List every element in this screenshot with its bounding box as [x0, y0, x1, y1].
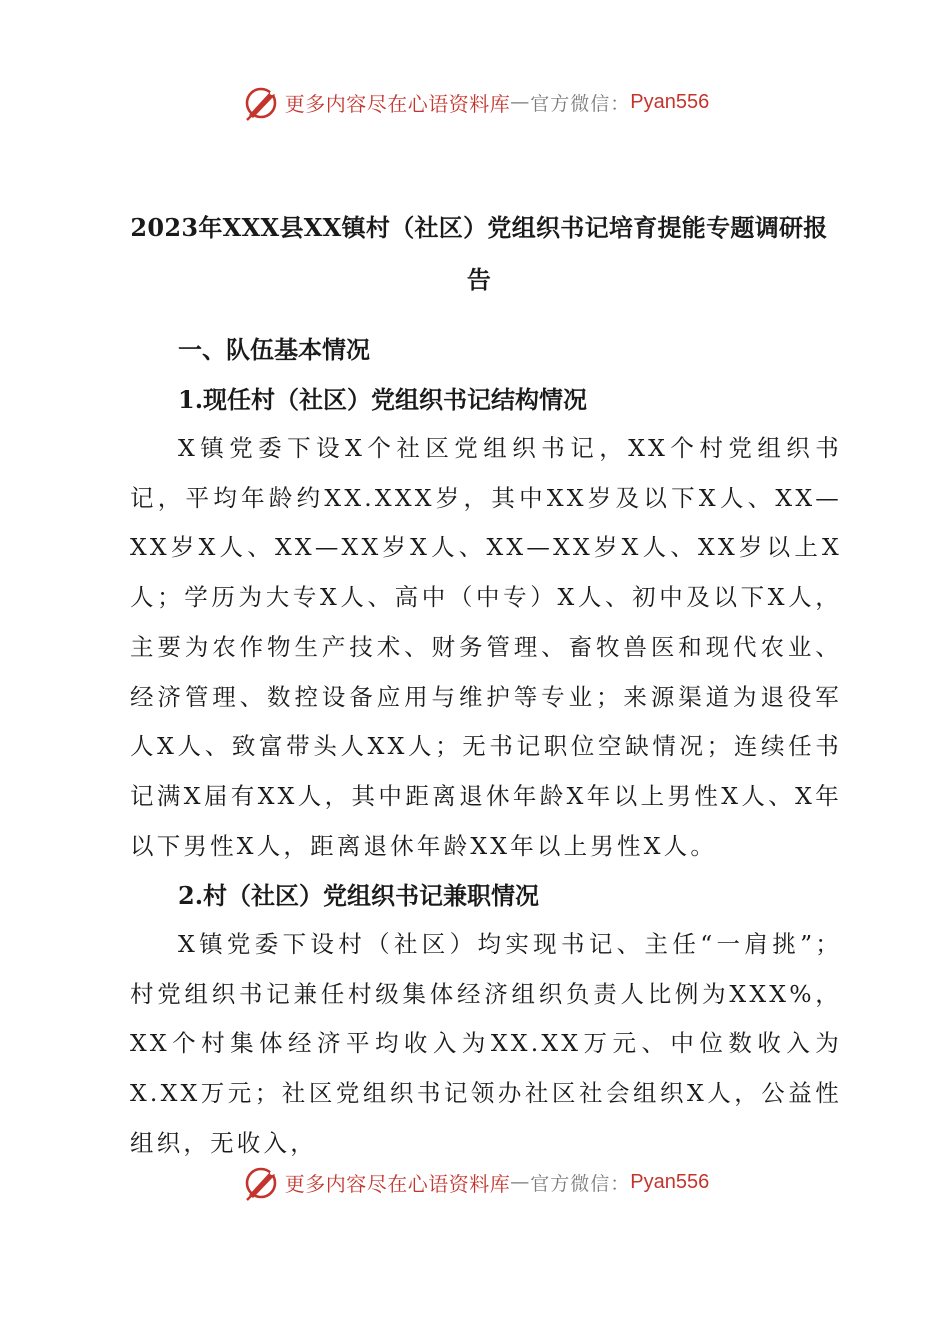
subsection1-heading: 1.现任村（社区）党组织书记结构情况	[178, 385, 588, 414]
banner-main-text: 更多内容尽在心语资料库	[284, 1171, 511, 1196]
banner-dash: —	[510, 91, 531, 113]
section1-heading: 一、队伍基本情况	[178, 335, 370, 364]
pen-logo-icon	[241, 1162, 281, 1202]
footer-watermark-banner	[0, 1160, 950, 1204]
subsection2-heading: 2.村（社区）党组织书记兼职情况	[178, 881, 540, 910]
banner-official-label: 官方微信：	[530, 1172, 631, 1195]
subsection1-paragraph: X镇党委下设X个社区党组织书记，XX个村党组织书记，平均年龄约XX.XXX岁，其中XX岁及以下X人、XX—XX岁X人、XX—XX岁X人、XX—XX岁X人、XX岁以上X人；学历为大专X人、高中（中专）X人、初中及以下X人，主要为农作物生产技术、财务管理、畜牧兽医和现代农业、经济管理、数控设备应用与维护等专业；来源渠道为退役军人X人、致富带头人XX人；无书记职位空缺情况；连续任书记满X届有XX人，其中距离退休年龄X年以上男性X人、X年以下男性X人，距离退休年龄XX年以上男性X人。	[130, 434, 842, 860]
subsection2-paragraph: X镇党委下设村（社区）均实现书记、主任“一肩挑”；村党组织书记兼任村级集体经济组织负责人比例为XXX%，XX个村集体经济平均收入为XX.XX万元、中位数收入为X.XX万元；社区党组织书记领办社区社会组织X人，公益性组织，无收入，	[130, 930, 842, 1157]
header-watermark-banner	[0, 80, 950, 124]
document-title: 2023年XXX县XX镇村（社区）党组织书记培育提能专题调研报告	[130, 213, 828, 294]
banner-dash: —	[510, 1171, 531, 1193]
pen-logo-icon	[241, 82, 281, 122]
banner-wechat-id: Pyan556	[630, 1170, 710, 1193]
banner-main-text: 更多内容尽在心语资料库	[284, 91, 511, 116]
banner-official-label: 官方微信：	[530, 92, 631, 115]
banner-wechat-id: Pyan556	[630, 90, 710, 113]
